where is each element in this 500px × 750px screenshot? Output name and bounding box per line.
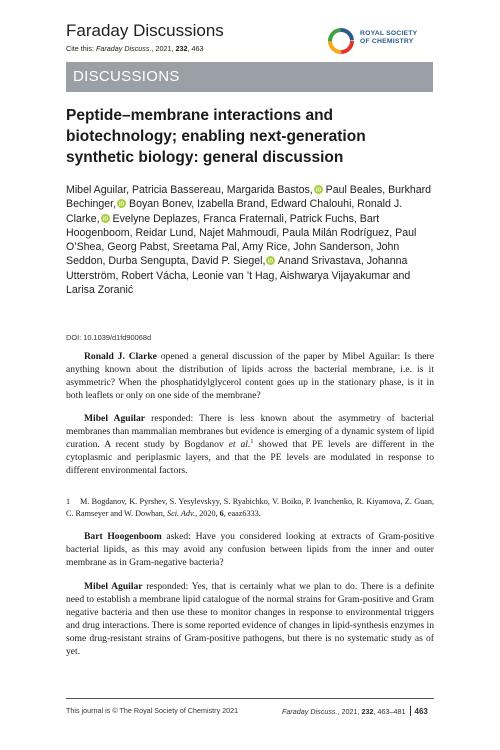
speaker-name: Ronald J. Clarke [84,351,157,362]
doi-link[interactable]: DOI: 10.1039/d1fd90068d [66,333,152,342]
orcid-icon[interactable] [117,199,126,208]
section-banner: DISCUSSIONS [66,62,433,92]
svg-text:iD: iD [102,216,108,223]
publisher-name: ROYAL SOCIETY OF CHEMISTRY [360,30,418,46]
footer-divider [66,698,434,699]
reference-marker[interactable]: 1 [250,438,254,445]
orcid-icon[interactable] [314,185,323,194]
page-number: 463 [414,707,428,716]
journal-name: Faraday Discussions [66,21,224,40]
speaker-name: Mibel Aguilar [84,413,146,424]
svg-text:iD: iD [268,259,274,266]
discussion-paragraph: Mibel Aguilar responded: Yes, that is certainly what we plan to do. There is a definite need to establish a membrane lipid catalogue of the normal strains for Gram-positive and Gram negative bacteria and then use these to monitor changes in response to environmental triggers and drug interactions. There is some reported evidence of changes in lipid-synthesis enzymes in some drug-resistant strains of Gram-positive pathogens, but there is no systematic study as of yet. [66,581,435,657]
article-title: Peptide–membrane interactions and biotechnology; enabling next-generation synthetic biology: general discussion [66,107,366,166]
footer-citation: Faraday Discuss., 2021, 232, 463–481 463 [282,707,428,716]
svg-text:iD: iD [118,201,125,208]
svg-text:iD: iD [315,187,321,194]
reference-entry: 1 M. Bogdanov, K. Pyrshev, S. Yesylevskyy, S. Ryabichko, V. Boiko, P. Ivanchenko, R. Kiyamova, Z. Guan, C. Ramseyer and W. Dowhan, Sci. Adv., 2020, 6, eaaz6333. [66,497,434,518]
discussion-paragraph: Ronald J. Clarke opened a general discussion of the paper by Mibel Aguilar: Is there anything known about the distribution of lipids across the bacterial membrane, i.e. is it asymmetric? When the phosphatidylglycerol content goes up in the stationary phase, is it in both leaflets or only on one side of the membrane? [66,351,434,401]
discussion-paragraph: Mibel Aguilar responded: There is less known about the asymmetry of bacterial membranes than mammalian membranes but evidence is emerging of a dynamic system of lipid curation. A recent study by Bogdanov et al.$^1$ showed that PE levels are different in the cytoplasmic and periplasmic layers, and that the PE levels are modulated in response to different environmental factors. [66,413,435,476]
footer-copyright: This journal is © The Royal Society of Chemistry 2021 [66,706,239,715]
author-list: Mibel Aguilar, Patricia Bassereau, Margarida Bastos, iD Paul Beales, Burkhard Bechinger, iD Boyan Bonev, Izabella Brand, Edward Chalouhi, Ronald J. Clarke, iD Evelyne Deplazes, Franca Fraternali, Patrick Fuchs, Bart Hoogenboom, Reidar Lund, Najet Mahmoudi, Paula Milán Rodríguez, Paul O’Shea, Georg Pabst, Sreetama Pal, Amy Rice, John Sanderson, John Seddon, Durba Sengupta, David P. Siegel, iD Anand Srivastava, Johanna Utterström, Robert Vácha, Leonie van ’t Hag, Aishwarya Vijayakumar and Larisa Zoranić [66,184,432,297]
orcid-icon[interactable] [101,214,110,223]
speaker-name: Mibel Aguilar [84,581,143,592]
discussion-paragraph: Bart Hoogenboom asked: Have you considered looking at extracts of Gram-positive bacterial lipids, as this may avoid any confusion between lipids from the inner and outer membrane as in Gram-negative bacteria? [66,531,434,568]
page-separator [410,706,411,716]
speaker-name: Bart Hoogenboom [84,531,162,542]
citation-line: Cite this: Faraday Discuss., 2021, 232, 463 [66,44,204,53]
